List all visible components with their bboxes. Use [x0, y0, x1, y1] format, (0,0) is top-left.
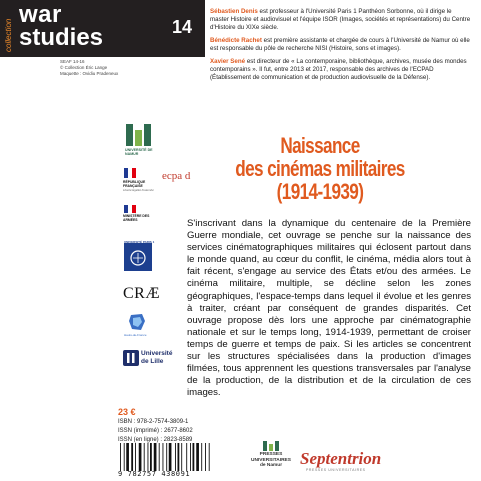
barcode-bar: [159, 443, 160, 471]
lille-label-line1: Université: [141, 350, 173, 357]
bio-denis: [210, 8, 472, 32]
barcode-bar: [181, 443, 182, 471]
barcode-bar: [144, 443, 145, 471]
barcode-number: 9 782757 438091: [118, 470, 191, 478]
bio-name: Bénédicte Rachet: [210, 37, 262, 44]
septentrion-logo: Septentrion: [300, 449, 382, 468]
ministere-armees-flag: [124, 205, 136, 213]
barcode-bar: [124, 443, 125, 471]
collection-label: collection: [4, 18, 13, 52]
bio-text: est première assistante et chargée de cours à l'Université de Namur où elle est responsable du pôle de recherche NISI (Histoire, sons et images).: [210, 37, 470, 52]
barcode-bar: [201, 443, 202, 471]
barcode-bar: [150, 443, 152, 471]
barcode-bar: [135, 443, 136, 471]
book-title: [195, 134, 445, 203]
hauts-de-france-logo: [127, 312, 147, 332]
barcode-bar: [175, 443, 176, 471]
barcode-bar: [148, 443, 149, 471]
barcode-bar: [120, 443, 121, 471]
marianne-flag-icon: [124, 168, 136, 178]
lille-mark-icon: [123, 350, 139, 366]
pu-namur-mark-icon: [263, 441, 279, 451]
barcode-bar: [169, 443, 172, 471]
meta-line-1: SEAF 14-16: [60, 59, 85, 64]
rf-motto: Liberté Égalité Fraternité: [123, 188, 154, 192]
hauts-de-france-label: Hauts-de-France: [124, 333, 147, 337]
unamur-mark-icon: [126, 124, 152, 146]
issn-print: ISSN (imprimé) : 2677-8602: [118, 428, 193, 434]
pu-line-1: PRESSES: [259, 452, 283, 457]
universite-lille-logo: [123, 350, 139, 366]
septentrion-sub: PRESSES UNIVERSITAIRES: [306, 468, 366, 472]
pu-line-2: UNIVERSITAIRES: [251, 457, 291, 463]
series-name-line2: studies: [19, 24, 104, 51]
ministere-flag-icon: [124, 205, 136, 213]
barcode-bar: [166, 443, 167, 471]
barcode-bar: [139, 443, 142, 471]
barcode-bar: [209, 443, 210, 471]
barcode-bar: [190, 443, 191, 471]
bio-name: Sébastien Denis: [210, 8, 258, 15]
isbn: ISBN : 978-2-7574-3809-1: [118, 419, 189, 425]
bio-rachet: [210, 37, 472, 53]
meta-line-3: Maquette : Ovidiu Pradeneux: [60, 71, 119, 76]
republique-francaise-logo: [124, 168, 136, 178]
barcode-bar: [205, 443, 206, 471]
title-line-3: (1914-1939): [276, 179, 364, 204]
bio-text: est directeur de « La contemporaine, bibliothèque, archives, musée des mondes contemporains ». Il fut, entre 2013 et 2017, responsable des archives de l'ECPAD (Établissement de communication et de production audiovisuelle de la Défense).: [210, 58, 467, 81]
barcode-bar: [154, 443, 157, 471]
author-bios: [210, 8, 472, 87]
paris1-label: UNIVERSITÉ PARIS 1: [124, 240, 155, 244]
price: 23 €: [118, 407, 136, 417]
meta-line-2: © Collection Éric Lange: [60, 65, 108, 70]
back-cover-blurb: S'inscrivant dans la dynamique du centenaire de la Première Guerre mondiale, cet ouvrage se penche sur la naissance des services cinématographiques militaires qui éclosent partout dans le monde quand, au cœur du conflit, le cinéma, média alors tout à fait récent, s'engage au service des États et/ou des armées. Le cinéma militaire, multiple, se décline selon les zones géographiques, l'espace-temps dans lequel il évolue et les genres à traiter, créant par conséquent de grandes disparités. Cet ouvrage propose dès lors une approche par cinématographie nationale et sur le temps long, 1914-1939, permettant de croiser temps de guerre et temps de paix. Si les articles se concentrent sur les structures spécialisées dans la production d'images filmées, tous apprennent les questions transversales par l'analyse de la production, de la distribution et de la circulation de ces images.: [187, 218, 471, 399]
volume-number: 14: [172, 17, 193, 37]
barcode-bar: [126, 443, 129, 471]
lille-label: [141, 350, 172, 365]
ministere-label: MINISTÈRE DES ARMÉES: [123, 214, 150, 222]
isbn-block: [118, 418, 193, 445]
barcode-bar: [163, 443, 164, 471]
barcode-bar: [193, 443, 195, 471]
barcode-bar: [178, 443, 180, 471]
ecpad-logo: ecpa d: [162, 170, 191, 182]
unamur-label: UNIVERSITÉ DE NAMUR: [125, 148, 153, 156]
paris1-emblem-icon: [124, 243, 152, 271]
crae-logo: CRÆ: [123, 285, 161, 302]
title-line-2: des cinémas militaires: [235, 156, 405, 181]
lille-label-line2: de Lille: [141, 357, 164, 365]
pu-line-3: de Namur: [259, 463, 283, 468]
series-name-line1: war: [19, 1, 62, 28]
bio-sene: [210, 58, 472, 82]
bio-name: Xavier Sené: [210, 58, 246, 65]
barcode-bar: [131, 443, 133, 471]
title-line-1: Naissance: [280, 133, 360, 158]
paris1-logo: [124, 243, 152, 271]
rf-label: RÉPUBLIQUE FRANÇAISE: [123, 180, 146, 188]
barcode-bar: [196, 443, 199, 471]
barcode-bar: [186, 443, 187, 471]
issn-online: ISSN (en ligne) : 2823-8589: [118, 437, 193, 443]
bio-text: est professeur à l'Université Paris 1 Panthéon Sorbonne, où il dirige le master Histoire et audiovisuel et l'équipe ISOR (Images, sociétés et représentations) du Centre d'Histoire du XIXe siècle.: [210, 8, 471, 31]
hauts-de-france-map-icon: [127, 312, 147, 332]
barcode-graphic: [118, 443, 240, 473]
unamur-logo: [126, 124, 152, 146]
series-header: [0, 0, 205, 57]
pu-namur-logo: [242, 441, 300, 469]
